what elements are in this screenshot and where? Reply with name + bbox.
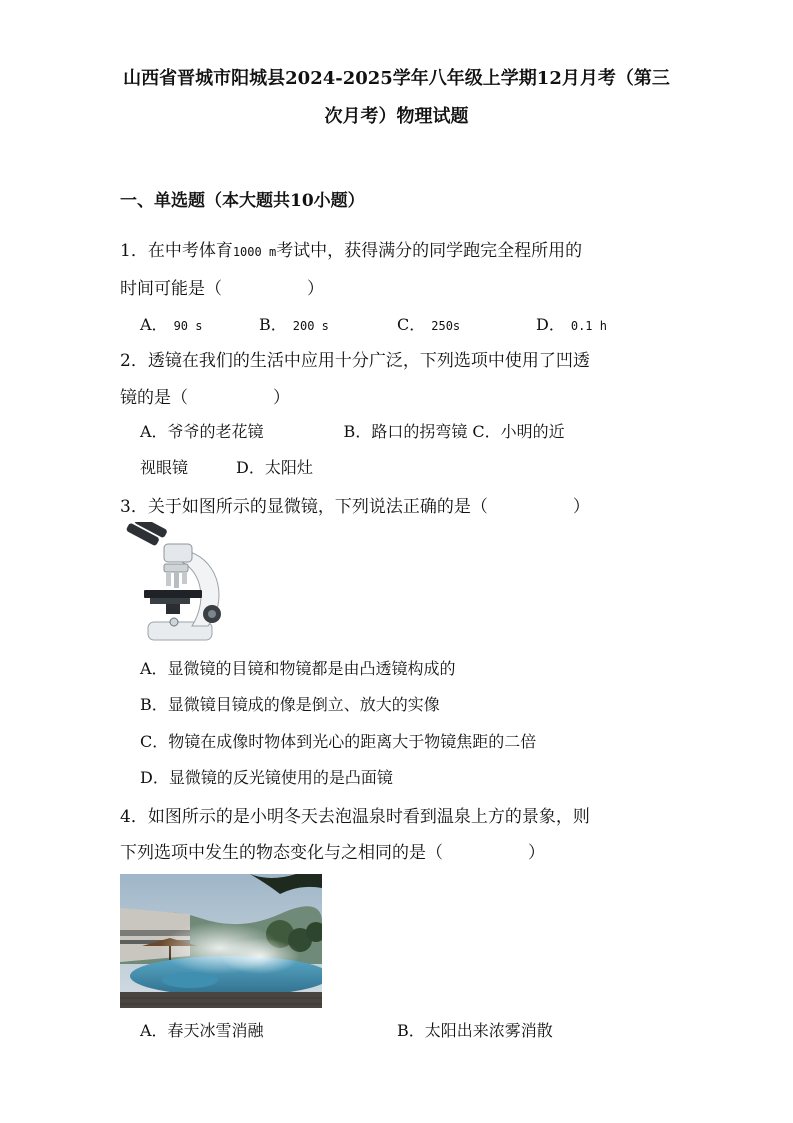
q1-option-b-label: B． [259, 315, 287, 334]
q1-option-a-label: A． [140, 315, 168, 334]
q3-line-1: 3．关于如图所示的显微镜，下列说法正确的是（ ） [120, 497, 590, 517]
q1-line-2: 时间可能是（ ） [120, 279, 324, 299]
q2-line-1: 2．透镜在我们的生活中应用十分广泛，下列选项中使用了凹透 [120, 351, 590, 371]
q3-option-a: A．显微镜的目镜和物镜都是由凸透镜构成的 [140, 659, 456, 678]
q4-option-a: A．春天冰雪消融 [140, 1021, 264, 1040]
q1-text-a: 1．在中考体育 [120, 241, 233, 261]
title-line-2: 次月考）物理试题 [324, 106, 469, 127]
hot-spring-image [120, 874, 322, 1008]
q1-option-b [259, 312, 329, 335]
q2-options-line-2: 视眼镜 D．太阳灶 [140, 458, 313, 477]
q1-option-c [397, 312, 460, 335]
page-title [100, 60, 693, 136]
section-heading: 一、单选题（本大题共10小题） [120, 191, 365, 211]
q1-unit: 1000 m [232, 245, 277, 259]
q1-option-d-value: 0.1 h [570, 319, 607, 333]
q1-option-a-value: 90 s [173, 319, 203, 333]
q1-option-b-value: 200 s [292, 319, 329, 333]
q2-options-line-1: A．爷爷的老花镜 B．路口的拐弯镜 C．小明的近 [140, 422, 565, 441]
title-line-1: 山西省晋城市阳城县2024-2025学年八年级上学期12月月考（第三 [123, 68, 670, 89]
q3-option-b: B．显微镜目镜成的像是倒立、放大的实像 [140, 695, 440, 714]
q3-option-c: C．物镜在成像时物体到光心的距离大于物镜焦距的二倍 [140, 732, 537, 751]
q3-option-d: D．显微镜的反光镜使用的是凸面镜 [140, 768, 393, 787]
q2-line-2: 镜的是（ ） [120, 388, 290, 408]
q1-option-a [140, 312, 202, 335]
q4-line-2: 下列选项中发生的物态变化与之相同的是（ ） [120, 843, 545, 863]
q4-line-1: 4．如图所示的是小明冬天去泡温泉时看到温泉上方的景象，则 [120, 807, 590, 827]
q1-line-1 [120, 236, 582, 261]
microscope-image [120, 522, 230, 644]
q1-option-d [536, 312, 607, 335]
q4-option-b: B．太阳出来浓雾消散 [397, 1021, 553, 1040]
q1-option-d-label: D． [536, 315, 565, 334]
q1-option-c-value: 250s [431, 319, 461, 333]
q1-text-b: 考试中，获得满分的同学跑完全程所用的 [276, 241, 583, 261]
q1-option-c-label: C． [397, 315, 426, 334]
